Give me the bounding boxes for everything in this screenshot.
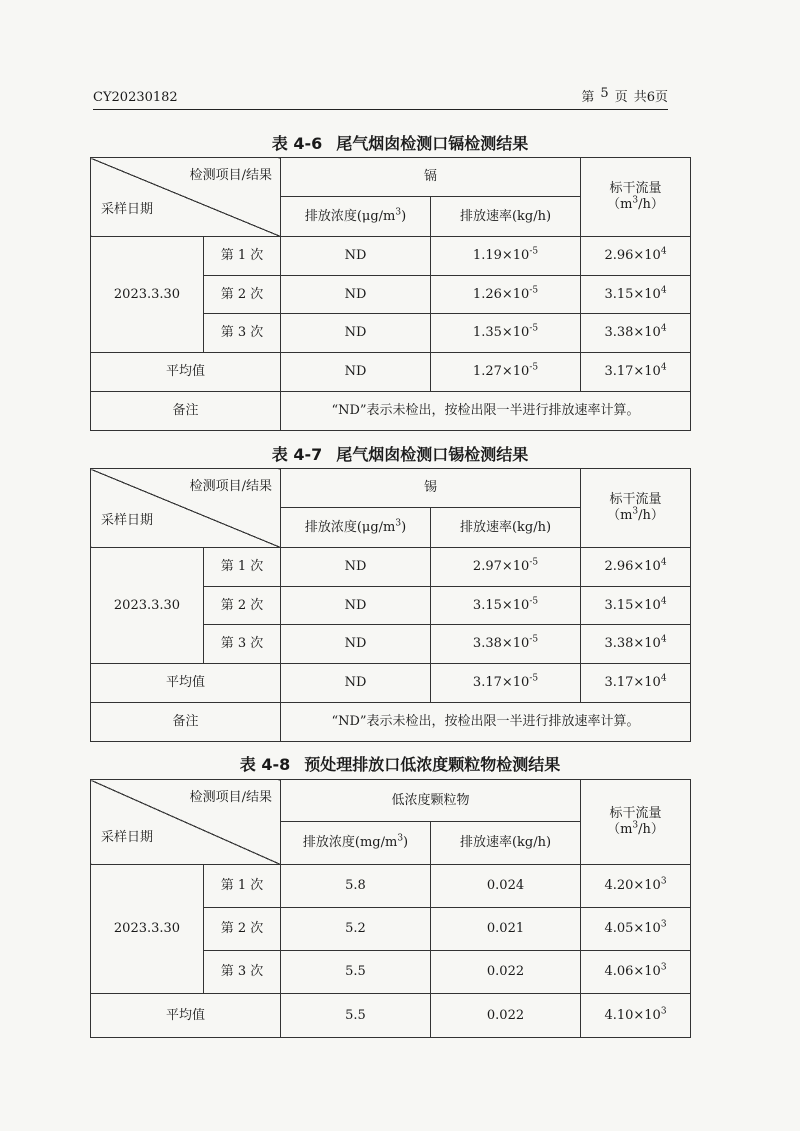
conc-header: 排放浓度$(\mu g/m^3)$ (281, 197, 431, 237)
remark-row: 备注 “ND”表示未检出，按检出限一半进行排放速率计算。 (91, 392, 691, 431)
page-header (93, 86, 668, 110)
date-cell: 2023.3.30 (91, 237, 204, 353)
conc-header: 排放浓度$(\mu g/m^3)$ (281, 508, 431, 548)
table-row: 第 3 次 5.5 0.022 $4.06\times 10^3$ (91, 951, 691, 994)
table-row: 第 2 次 5.2 0.021 $4.05\times 10^3$ (91, 908, 691, 951)
diagonal-header-cell: 检测项目/结果 采样日期 (91, 469, 281, 548)
diagonal-header-cell: 检测项目/结果 采样日期 (91, 780, 281, 865)
table-row: 第 3 次 ND $3.38\times 10^{-5}$ $3.38\times 10^4$ (91, 625, 691, 664)
conc-header: 排放浓度$(mg/m^3)$ (281, 822, 431, 865)
table-4-7-title: 表 4-7 尾气烟囱检测口锡检测结果 (271, 445, 529, 464)
flow-header: 标干流量 $(m^3/h)$ (581, 780, 691, 865)
rate-header: 排放速率(kg/h) (431, 822, 581, 865)
table-row: 2023.3.30 第 1 次 5.8 0.024 $4.20\times 10^3$ (91, 865, 691, 908)
report-number: CY20230182 (93, 90, 178, 105)
flow-header: 标干流量 $(m^3/h)$ (581, 469, 691, 548)
date-cell: 2023.3.30 (91, 865, 204, 994)
rate-header: 排放速率(kg/h) (431, 508, 581, 548)
pollutant-header: 低浓度颗粒物 (281, 780, 581, 822)
diagonal-header-cell: 检测项目/结果 采样日期 (91, 158, 281, 237)
table-4-7 (90, 468, 691, 742)
table-row: 第 3 次 ND $1.35\times 10^{-5}$ $3.38\times 10^4$ (91, 314, 691, 353)
average-row: 平均值 ND $1.27\times 10^{-5}$ $3.17\times 10^4$ (91, 353, 691, 392)
table-4-6 (90, 157, 691, 431)
rate-header: 排放速率(kg/h) (431, 197, 581, 237)
date-cell: 2023.3.30 (91, 548, 204, 664)
table-row: 2023.3.30 第 1 次 ND $2.97\times 10^{-5}$ $2.96\times 10^4$ (91, 548, 691, 587)
average-row: 平均值 5.5 0.022 $4.10\times 10^3$ (91, 994, 691, 1038)
page-indicator: 第 5 页 共6页 (581, 86, 668, 105)
pollutant-header: 镉 (281, 158, 581, 197)
pollutant-header: 锡 (281, 469, 581, 508)
remark-row: 备注 “ND”表示未检出，按检出限一半进行排放速率计算。 (91, 703, 691, 742)
table-row: 2023.3.30 第 1 次 ND $1.19\times 10^{-5}$ $2.96\times 10^4$ (91, 237, 691, 276)
average-row: 平均值 ND $3.17\times 10^{-5}$ $3.17\times 10^4$ (91, 664, 691, 703)
table-row: 第 2 次 ND $1.26\times 10^{-5}$ $3.15\times 10^4$ (91, 276, 691, 314)
table-row: 第 2 次 ND $3.15\times 10^{-5}$ $3.15\times 10^4$ (91, 587, 691, 625)
table-4-8 (90, 779, 691, 1038)
flow-header: 标干流量 $(m^3/h)$ (581, 158, 691, 237)
table-4-8-title: 表 4-8 预处理排放口低浓度颗粒物检测结果 (239, 755, 561, 774)
table-4-6-title: 表 4-6 尾气烟囱检测口镉检测结果 (271, 134, 529, 153)
